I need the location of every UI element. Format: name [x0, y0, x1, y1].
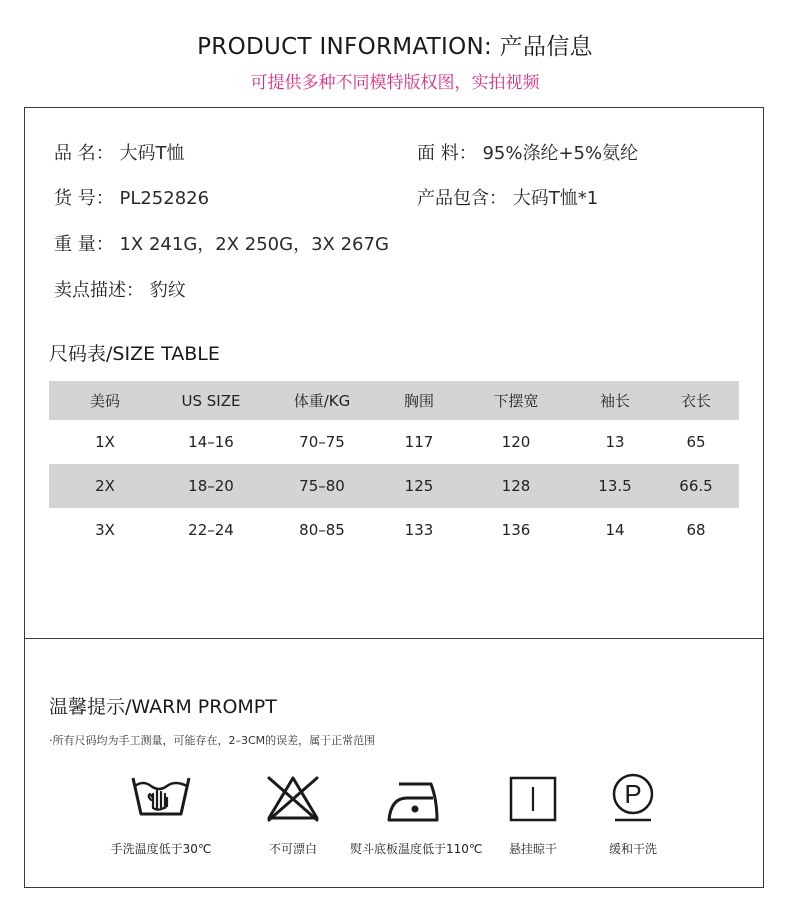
info-selling-point — [54, 276, 186, 302]
care-gentle-dry-clean — [568, 770, 698, 857]
care-gentle-dry-clean-label: 缓和干洗 — [608, 842, 657, 856]
table-cell: 117 — [404, 433, 434, 451]
table-row — [49, 420, 739, 464]
header-cell: US SIZE — [161, 381, 261, 420]
info-selling-point-value: 豹纹 — [149, 280, 186, 301]
info-name-value: 大码T恤 — [119, 143, 185, 164]
care-no-bleach — [228, 770, 358, 857]
info-item-no — [54, 184, 209, 210]
page-subtitle: 可提供多种不同模特版权图，实拍视频 — [250, 73, 540, 93]
table-cell: 125 — [383, 464, 455, 508]
size-table-title: 尺码表/SIZE TABLE — [49, 343, 220, 365]
header-cell: 袖长 — [577, 381, 653, 420]
info-weight — [54, 230, 389, 256]
info-package-label: 产品包含： — [417, 188, 507, 209]
care-hand-wash — [96, 770, 226, 857]
table-cell: 22–24 — [188, 521, 234, 539]
size-table-header — [49, 381, 739, 420]
table-cell: 3X — [95, 521, 115, 539]
table-cell: 1X — [95, 433, 115, 451]
hand-wash-icon — [129, 770, 193, 826]
care-hang-dry-label: 悬挂晾干 — [508, 842, 557, 856]
table-cell: 13 — [605, 433, 625, 451]
info-material — [417, 139, 638, 165]
info-item-no-value: PL252826 — [119, 188, 210, 209]
table-cell: 133 — [404, 521, 434, 539]
header-cell: 下摆宽 — [455, 381, 577, 420]
info-weight-value: 1X 241G，2X 250G，3X 267G — [119, 234, 389, 255]
table-cell: 66.5 — [653, 464, 739, 508]
table-cell: 18–20 — [161, 464, 261, 508]
care-iron-label: 熨斗底板温度低于110℃ — [350, 842, 483, 856]
info-weight-label: 重 量： — [54, 234, 114, 255]
table-cell: 136 — [501, 521, 531, 539]
care-no-bleach-label: 不可漂白 — [268, 842, 317, 856]
table-cell: 13.5 — [577, 464, 653, 508]
info-material-value: 95%涤纶+5%氨纶 — [482, 143, 639, 164]
info-item-no-label: 货 号： — [54, 188, 114, 209]
table-cell: 68 — [686, 521, 706, 539]
table-cell: 80–85 — [299, 521, 345, 539]
table-cell: 120 — [501, 433, 531, 451]
care-hand-wash-label: 手洗温度低于30℃ — [110, 842, 212, 856]
no-bleach-icon — [261, 770, 325, 826]
gentle-dry-clean-icon — [601, 770, 665, 826]
info-name — [54, 139, 184, 165]
hang-dry-icon — [501, 770, 565, 826]
header-cell: 胸围 — [383, 381, 455, 420]
measurement-note: ·所有尺码均为手工测量，可能存在，2–3CM的误差，属于正常范围 — [49, 734, 376, 747]
section-divider — [24, 638, 764, 639]
iron-icon — [383, 770, 447, 826]
info-package — [417, 184, 598, 210]
info-selling-point-label: 卖点描述： — [54, 280, 144, 301]
header-cell: 美码 — [49, 381, 161, 420]
warm-prompt-title: 温馨提示/WARM PROMPT — [49, 696, 277, 718]
size-table — [49, 381, 739, 552]
table-row — [49, 508, 739, 552]
info-material-label: 面 料： — [417, 143, 477, 164]
table-cell: 70–75 — [299, 433, 345, 451]
table-cell: 128 — [455, 464, 577, 508]
table-row — [49, 464, 739, 508]
header-cell: 衣长 — [653, 381, 739, 420]
dry-clean-symbol: P — [624, 779, 642, 809]
table-cell: 14 — [605, 521, 625, 539]
table-cell: 65 — [686, 433, 706, 451]
table-cell: 2X — [49, 464, 161, 508]
info-package-value: 大码T恤*1 — [512, 188, 599, 209]
table-cell: 75–80 — [261, 464, 383, 508]
page-title: PRODUCT INFORMATION: 产品信息 — [197, 34, 593, 60]
table-cell: 14–16 — [188, 433, 234, 451]
info-name-label: 品 名： — [54, 143, 114, 164]
header-cell: 体重/KG — [261, 381, 383, 420]
care-iron — [350, 770, 483, 857]
